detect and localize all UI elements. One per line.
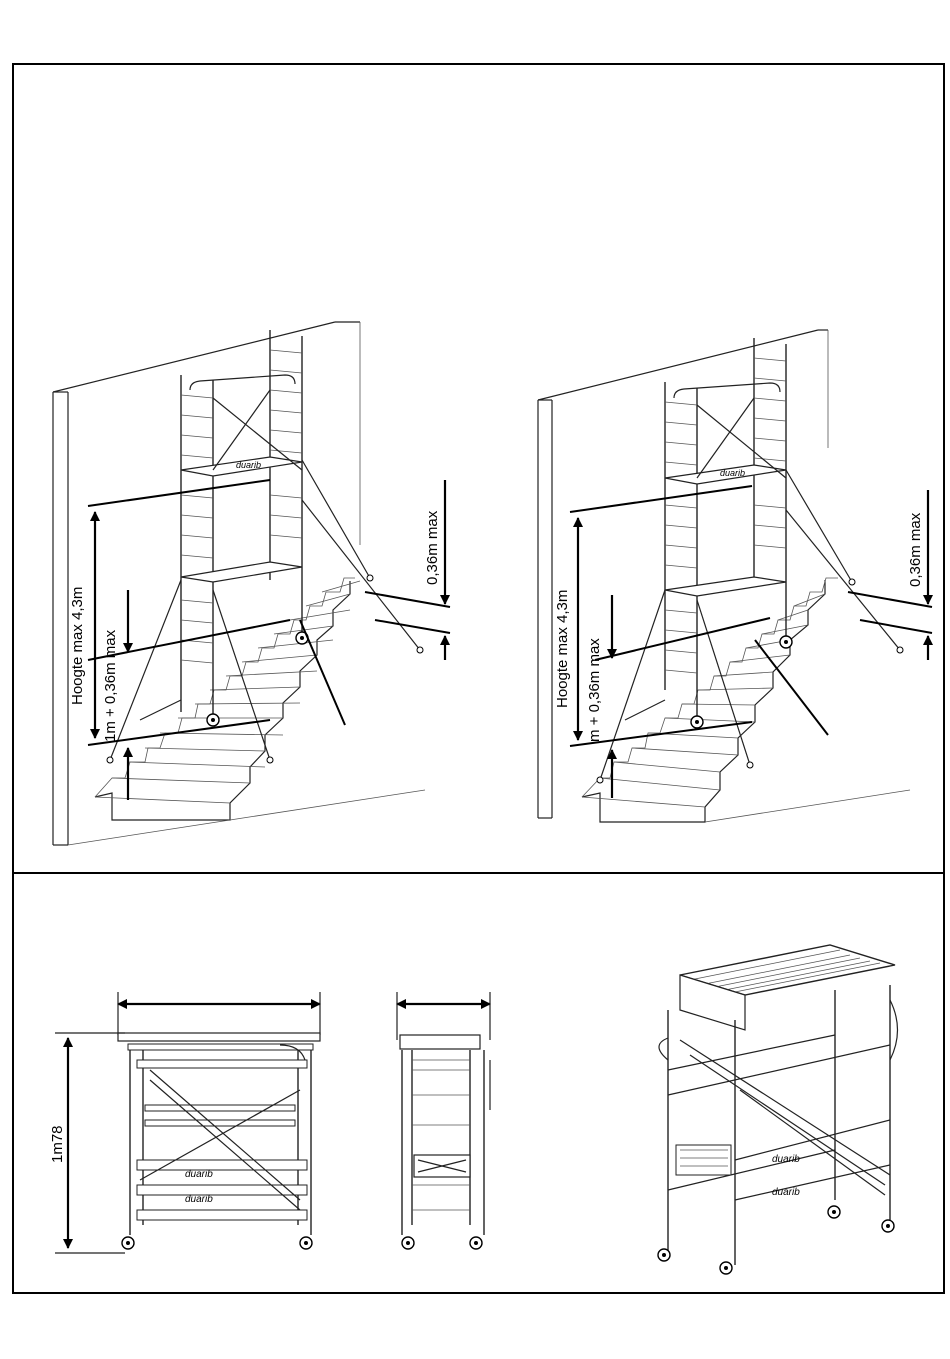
stair-scene-left bbox=[53, 322, 450, 845]
folded-perspective-view bbox=[658, 945, 898, 1274]
wall-left bbox=[53, 322, 360, 845]
staircase-left bbox=[68, 578, 425, 845]
dimensions-right bbox=[554, 486, 932, 798]
brand-logo-front-1: duarib bbox=[185, 1169, 213, 1180]
dimensions-left bbox=[69, 480, 450, 800]
lower-label-right: m + 0,36m max bbox=[586, 638, 603, 742]
brand-logo-persp-2: duarib bbox=[772, 1187, 800, 1198]
folded-height-label: 1m78 bbox=[49, 1125, 66, 1163]
brand-logo-persp-1: duarib bbox=[772, 1154, 800, 1165]
brand-logo-left: duarib bbox=[236, 460, 262, 470]
stair-scene-right bbox=[538, 330, 932, 822]
folded-front-view bbox=[49, 992, 320, 1253]
folded-side-view bbox=[397, 992, 490, 1249]
staircase-right bbox=[582, 578, 910, 822]
height-label-left: Hoogte max 4,3m bbox=[69, 586, 86, 705]
height-label-right: Hoogte max 4,3m bbox=[554, 589, 571, 708]
brand-logo-front-2: duarib bbox=[185, 1194, 213, 1205]
scaffold-tower-right bbox=[597, 338, 903, 783]
brand-logo-right: duarib bbox=[720, 468, 746, 478]
right-label-right: 0,36m max bbox=[907, 512, 924, 587]
right-label-left: 0,36m max bbox=[424, 510, 441, 585]
lower-label-left: 1m + 0,36m max bbox=[102, 629, 119, 742]
